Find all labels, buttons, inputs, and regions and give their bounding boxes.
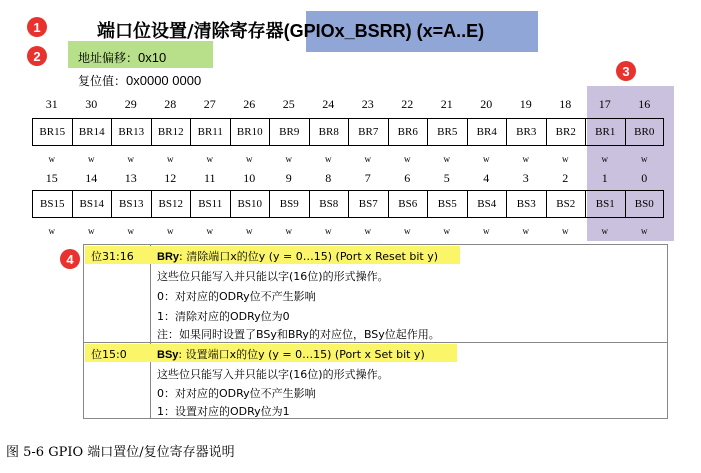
access-mode: w (127, 154, 134, 164)
br-line-3: 1：清除对应的ODRy位为0 (157, 310, 290, 323)
access-mode: w (285, 226, 292, 236)
bit-field: BR1 (585, 119, 625, 145)
bit-field: BR9 (269, 119, 309, 145)
br-line-1: 这些位只能写入并只能以字(16位)的形式操作。 (157, 270, 389, 283)
access-mode: w (88, 154, 95, 164)
br-title (157, 248, 438, 264)
reset-value: 0x0000 0000 (126, 73, 202, 88)
bit-number: 27 (203, 97, 216, 111)
bit-field: BR3 (506, 119, 546, 145)
access-mode: w (404, 226, 411, 236)
access-mode: w (404, 154, 411, 164)
bit-number: 17 (598, 97, 611, 111)
bit-field: BR11 (190, 119, 230, 145)
bit-field: BS0 (625, 191, 665, 217)
badge-3: 3 (616, 61, 636, 81)
bit-field: BR0 (625, 119, 665, 145)
access-mode: w (246, 154, 253, 164)
bit-number: 4 (483, 171, 490, 185)
bs-bit-range: 位15:0 (91, 348, 127, 361)
bit-number: 19 (519, 97, 532, 111)
access-mode: w (364, 154, 371, 164)
figure-caption: 图 5-6 GPIO 端口置位/复位寄存器说明 (6, 445, 235, 460)
access-mode: w (562, 226, 569, 236)
bit-number: 30 (85, 97, 98, 111)
high-bit-access (32, 154, 664, 164)
br-title-text: : 清除端口x的位y (y = 0…15) (Port x Reset bit y) (179, 250, 439, 263)
bit-field: BS12 (151, 191, 191, 217)
access-mode: w (522, 226, 529, 236)
bs-line-1: 这些位只能写入并只能以字(16位)的形式操作。 (157, 368, 389, 381)
bs-line-3: 1：设置对应的ODRy位为1 (157, 405, 290, 418)
access-mode: w (483, 154, 490, 164)
bit-field: BR7 (348, 119, 388, 145)
bs-line-2: 0：对对应的ODRy位不产生影响 (157, 387, 316, 400)
access-mode: w (364, 226, 371, 236)
bit-number: 23 (361, 97, 374, 111)
bit-field: BS4 (467, 191, 507, 217)
bit-number: 6 (404, 171, 411, 185)
bit-number: 11 (203, 171, 216, 185)
access-mode: w (167, 154, 174, 164)
access-mode: w (88, 226, 95, 236)
bit-number: 13 (124, 171, 137, 185)
bit-number: 12 (164, 171, 177, 185)
bit-field: BS8 (309, 191, 349, 217)
reset-value-line (78, 72, 201, 89)
access-mode: w (483, 226, 490, 236)
badge-2: 2 (27, 46, 47, 66)
access-mode: w (206, 154, 213, 164)
bit-field: BR12 (151, 119, 191, 145)
br-line-4: 注：如果同时设置了BSy和BRy的对应位，BSy位起作用。 (157, 328, 440, 341)
bit-field: BS5 (427, 191, 467, 217)
bit-number: 2 (562, 171, 569, 185)
bit-number: 3 (522, 171, 529, 185)
bs-title-text: : 设置端口x的位y (y = 0…15) (Port x Set bit y) (178, 348, 425, 361)
row-divider (84, 342, 667, 343)
low-bit-fields (32, 190, 664, 218)
br-name: BRy (157, 251, 180, 263)
bit-field: BR8 (309, 119, 349, 145)
bit-number: 7 (364, 171, 371, 185)
address-offset (78, 49, 166, 66)
column-divider (150, 245, 151, 418)
bit-field: BS1 (585, 191, 625, 217)
bit-number: 0 (641, 171, 648, 185)
bit-description-table (83, 244, 668, 419)
access-mode: w (562, 154, 569, 164)
bit-number: 29 (124, 97, 137, 111)
bit-field: BS6 (388, 191, 428, 217)
high-bit-numbers (32, 97, 664, 112)
bit-number: 28 (164, 97, 177, 111)
bit-number: 22 (401, 97, 414, 111)
bit-number: 16 (638, 97, 651, 111)
bit-field: BR15 (32, 119, 72, 145)
bit-field: BR10 (230, 119, 270, 145)
access-mode: w (641, 226, 648, 236)
bit-field: BR5 (427, 119, 467, 145)
reset-label: 复位值： (78, 74, 127, 88)
access-mode: w (325, 154, 332, 164)
access-mode: w (601, 226, 608, 236)
br-bit-range: 位31:16 (91, 250, 134, 263)
bit-number: 21 (440, 97, 453, 111)
bit-number: 18 (559, 97, 572, 111)
bit-number: 14 (85, 171, 98, 185)
badge-1: 1 (27, 17, 47, 37)
bit-number: 8 (325, 171, 332, 185)
low-bit-numbers (32, 171, 664, 186)
offset-value: 0x10 (138, 50, 167, 65)
bit-number: 9 (285, 171, 292, 185)
bit-field: BS13 (111, 191, 151, 217)
access-mode: w (246, 226, 253, 236)
access-mode: w (127, 226, 134, 236)
access-mode: w (641, 154, 648, 164)
access-mode: w (48, 154, 55, 164)
bit-field: BS14 (72, 191, 112, 217)
title-cn: 端口位设置/清除寄存器 (97, 21, 284, 42)
bs-name: BSy (157, 349, 179, 361)
register-title (97, 17, 484, 43)
bit-field: BS15 (32, 191, 72, 217)
bit-number: 5 (443, 171, 450, 185)
bit-number: 24 (322, 97, 335, 111)
bit-field: BR13 (111, 119, 151, 145)
br-line-2: 0：对对应的ODRy位不产生影响 (157, 290, 316, 303)
bit-field: BS9 (269, 191, 309, 217)
access-mode: w (48, 226, 55, 236)
bit-number: 26 (243, 97, 256, 111)
bit-field: BS3 (506, 191, 546, 217)
access-mode: w (285, 154, 292, 164)
bit-field: BR2 (546, 119, 586, 145)
bit-number: 31 (45, 97, 58, 111)
bit-field: BS10 (230, 191, 270, 217)
access-mode: w (522, 154, 529, 164)
access-mode: w (206, 226, 213, 236)
access-mode: w (325, 226, 332, 236)
bit-number: 20 (480, 97, 493, 111)
bit-number: 10 (243, 171, 256, 185)
bit-number: 1 (601, 171, 608, 185)
access-mode: w (443, 226, 450, 236)
offset-label: 地址偏移： (78, 51, 139, 65)
bit-field: BR6 (388, 119, 428, 145)
bit-field: BR14 (72, 119, 112, 145)
access-mode: w (601, 154, 608, 164)
access-mode: w (167, 226, 174, 236)
bit-field: BS7 (348, 191, 388, 217)
bit-field: BS2 (546, 191, 586, 217)
bs-title (157, 346, 425, 362)
badge-4: 4 (60, 249, 80, 269)
bit-number: 15 (45, 171, 58, 185)
low-bit-access (32, 226, 664, 236)
bit-field: BR4 (467, 119, 507, 145)
title-en: (GPIOx_BSRR) (x=A..E) (283, 21, 485, 41)
high-bit-fields (32, 118, 664, 146)
access-mode: w (443, 154, 450, 164)
bit-number: 25 (282, 97, 295, 111)
bit-field: BS11 (190, 191, 230, 217)
